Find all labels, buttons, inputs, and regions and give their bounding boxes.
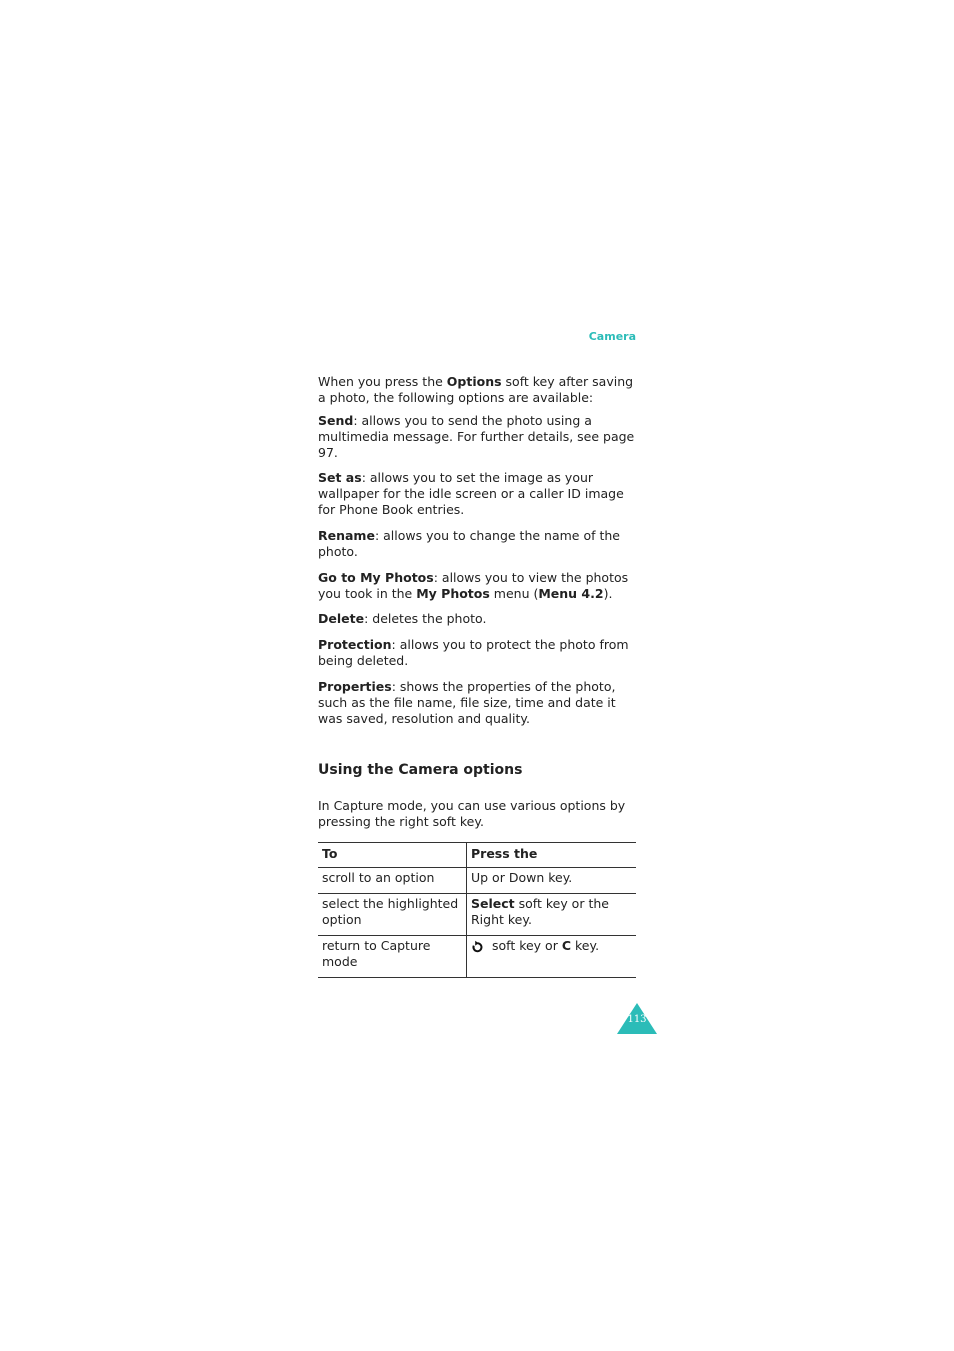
table-cell-to: scroll to an option: [318, 868, 467, 894]
option-rename: Rename: allows you to change the name of the photo.: [318, 528, 620, 559]
intro-paragraph: [318, 374, 636, 406]
key-table: [318, 842, 636, 978]
option-send: Send: allows you to send the photo using a multimedia message. For further details, see page 97.: [318, 413, 635, 460]
table-cell-to: select the highlighted option: [318, 894, 467, 936]
table-row: [318, 936, 636, 978]
table-row: [318, 868, 636, 894]
table-header-press: Press the: [471, 846, 538, 861]
table-cell-press: Up or Down key.: [471, 870, 573, 885]
table-row: [318, 894, 636, 936]
section-title: Using the Camera options: [318, 762, 523, 778]
table-cell-press: soft key or C key.: [467, 936, 637, 978]
running-head-section: Camera: [588, 330, 636, 343]
back-arrow-icon: [471, 940, 484, 953]
option-properties: Properties: shows the properties of the photo, such as the file name, file size, time and date it was saved, resolution and quality.: [318, 679, 616, 726]
section-text: In Capture mode, you can use various options by pressing the right soft key.: [318, 798, 626, 829]
page-content: [318, 374, 636, 978]
table-cell-to: return to Capture mode: [318, 936, 467, 978]
table-header-to: To: [318, 843, 467, 868]
option-delete: Delete: deletes the photo.: [318, 611, 487, 626]
option-go-to-my-photos: Go to My Photos: allows you to view the photos you took in the My Photos menu (Menu 4.2).: [318, 570, 629, 601]
intro-term: Options: [446, 374, 502, 389]
table-header-row: [318, 843, 636, 868]
intro-text-end: soft key after saving a photo, the following options are available:: [318, 374, 634, 405]
intro-text: When you press the: [318, 374, 447, 389]
page-number: 113: [627, 1014, 647, 1025]
option-protection: Protection: allows you to protect the photo from being deleted.: [318, 637, 629, 668]
table-cell-press: Select soft key or the Right key.: [471, 896, 609, 927]
option-set-as: Set as: allows you to set the image as your wallpaper for the idle screen or a caller ID image for Phone Book entries.: [318, 470, 624, 517]
